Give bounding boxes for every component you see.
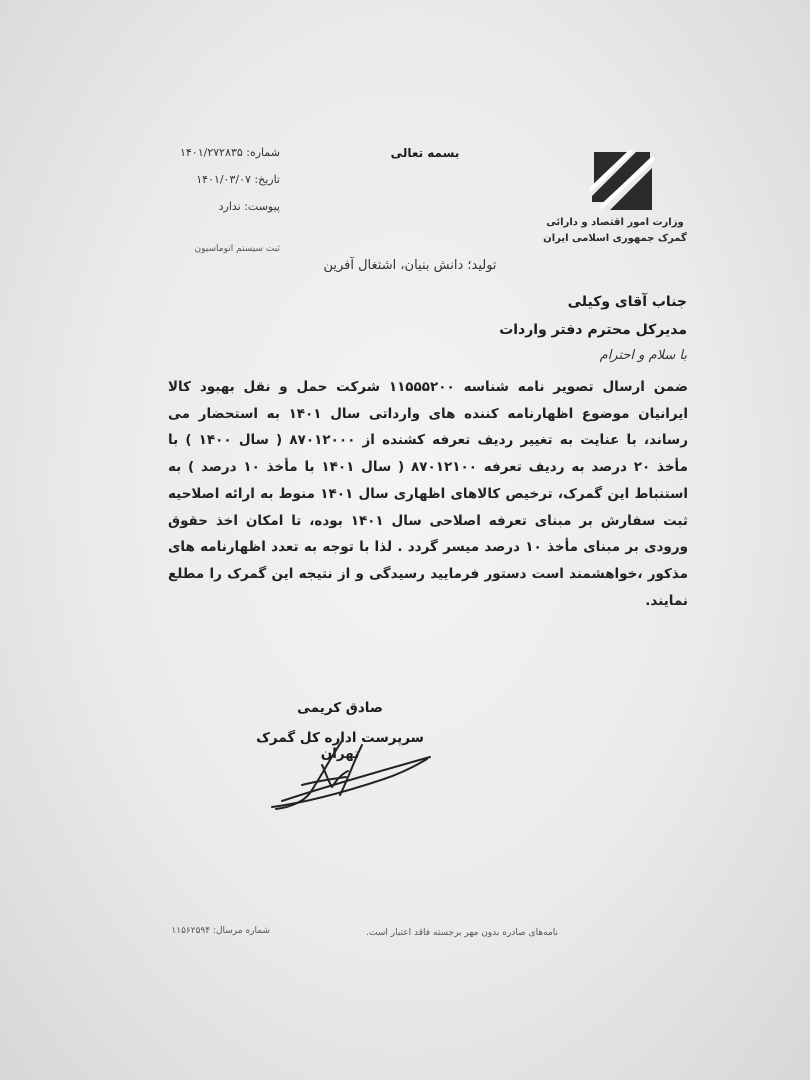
reference-number: شماره مرسال: ۱۱۵۶۲۵۹۴ — [171, 926, 270, 936]
customs-logo-icon — [588, 150, 658, 212]
organization-name — [535, 215, 695, 247]
system-registration-note: ثبت سیستم اتوماسیون — [194, 244, 280, 254]
organization-line-2: گمرک جمهوری اسلامی ایران — [543, 233, 687, 244]
letter-date: تاریخ: ۱۴۰۱/۰۳/۰۷ — [196, 173, 280, 186]
slogan: تولید؛ دانش بنیان، اشتغال آفرین — [323, 258, 497, 273]
letter-body: ضمن ارسال تصویر نامه شناسه ۱۱۵۵۵۲۰۰ شرکت حمل و نقل بهبود کالا ایرانیان موضوع اظهارنامه کننده های وارداتی سال ۱۴۰۱ به استحضار می رساند، با عنایت به تغییر ردیف تعرفه کشنده از ۸۷۰۱۲۰۰۰ ( سال ۱۴۰۰ ) با مأخذ ۲۰ درصد به ردیف تعرفه ۸۷۰۱۲۱۰۰ ( سال ۱۴۰۱ با مأخذ ۱۰ درصد ) به استنباط این گمرک، ترخیص کالاهای اظهاری سال ۱۴۰۱ منوط به ارائه اصلاحیه ثبت سفارش بر مبنای تعرفه اصلاحی سال ۱۴۰۱ بوده، تا امکان اخذ حقوق ورودی بر مبنای مأخذ ۱۰ درصد میسر گردد . لذا با توجه به تعدد اظهارنامه های مذکور ،خواهشمند است دستور فرمایید رسیدگی و از نتیجه این گمرک را مطلع نمایند. — [168, 379, 689, 609]
handwritten-signature-icon — [262, 735, 437, 815]
invocation-heading: بسمه تعالی — [390, 146, 460, 160]
recipient-name: جناب آقای وکیلی — [567, 294, 687, 310]
letter-attachment: پیوست: ندارد — [218, 200, 280, 213]
recipient-title: مدیرکل محترم دفتر واردات — [499, 322, 687, 338]
signer-title: سرپرست اداره کل گمرک تهران — [256, 730, 424, 762]
signer-name: صادق کریمی — [297, 700, 383, 716]
letter-number: شماره: ۱۴۰۱/۲۷۲۸۳۵ — [179, 146, 280, 159]
validity-note: نامه‌های صادره بدون مهر برجسته فاقد اعتبار است. — [366, 928, 558, 938]
greeting: با سلام و احترام — [599, 348, 687, 363]
organization-line-1: وزارت امور اقتصاد و دارائی — [546, 217, 684, 228]
